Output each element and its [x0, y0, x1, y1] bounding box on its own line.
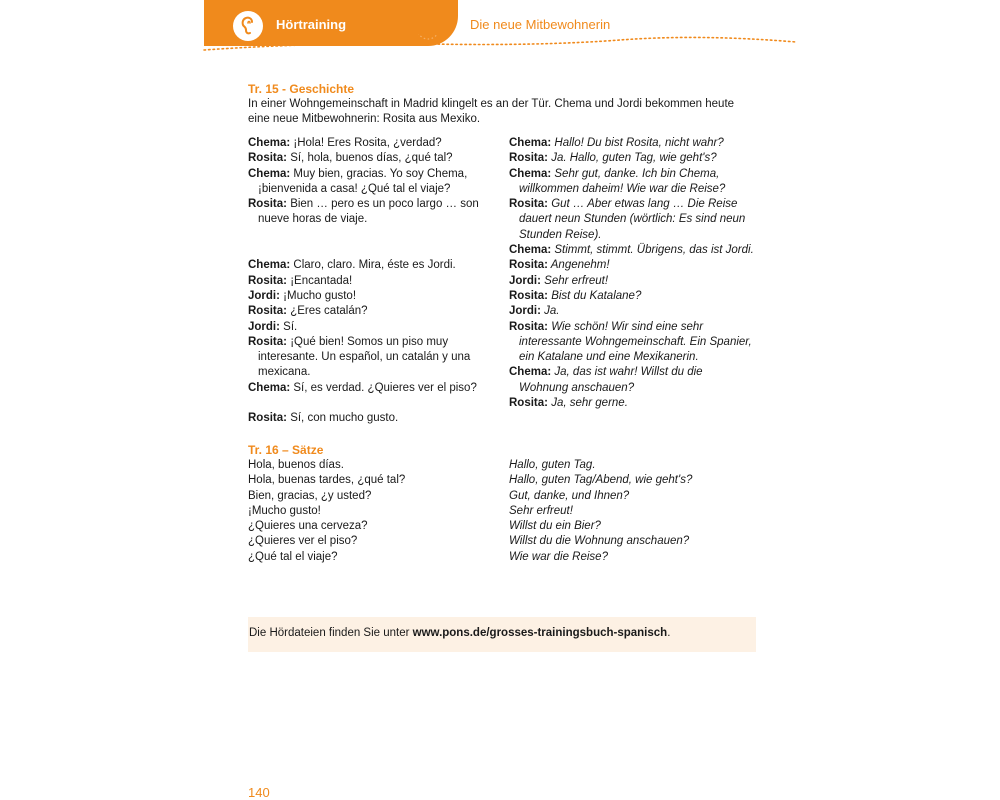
dialogue-line: Rosita: Wie schön! Wir sind eine sehr interessante Wohngemeinschaft. Ein Spanier, ein Katalane und eine Mexikanerin.: [509, 320, 752, 364]
dialogue-line: Jordi: Ja.: [509, 305, 560, 318]
sentence-line: ¿Quieres ver el piso?: [248, 535, 358, 548]
dialogue-line: Rosita: ¡Qué bien! Somos un piso muy interesante. Un español, un catalán y una mexicana.: [248, 335, 471, 379]
sentence-line: Hola, buenas tardes, ¿qué tal?: [248, 474, 406, 487]
dialogue-line: Chema: Stimmt, stimmt. Übrigens, das ist Jordi.: [509, 244, 754, 257]
section-title-tr16: Tr. 16 – Sätze: [248, 443, 324, 457]
dialogue-line: Jordi: ¡Mucho gusto!: [248, 289, 357, 302]
audio-download-link[interactable]: www.pons.de/grosses-trainingsbuch-spanisch: [412, 627, 668, 639]
intro-text: In einer Wohngemeinschaft in Madrid klingelt es an der Tür. Chema und Jordi bekommen heute eine neue Mitbewohnerin: Rosita aus Mexiko.: [248, 98, 735, 126]
sentence-line: Bien, gracias, ¿y usted?: [248, 489, 372, 502]
dialogue-german: [509, 136, 754, 411]
dialogue-line: Chema: ¡Hola! Eres Rosita, ¿verdad?: [248, 137, 442, 149]
audio-info-box: [248, 617, 756, 652]
sentence-line: Hallo, guten Tag.: [509, 459, 596, 471]
page-number: 140: [248, 785, 270, 800]
decorative-dotted-line: [200, 34, 800, 54]
section-title-tr15: Tr. 15 - Geschichte: [248, 82, 355, 96]
section-label: Hörtraining: [276, 17, 347, 32]
sentence-line: Willst du ein Bier?: [509, 520, 601, 533]
dialogue-line: Rosita: ¡Encantada!: [248, 274, 353, 287]
dialogue-line: Rosita: Bien … pero es un poco largo … son nueve horas de viaje.: [248, 198, 479, 226]
dialogue-line: Rosita: Angenehm!: [509, 259, 610, 272]
dialogue-line: Rosita: Sí, hola, buenos días, ¿qué tal?: [248, 152, 453, 165]
dialogue-spanish: [248, 136, 493, 427]
chapter-title: Die neue Mitbewohnerin: [470, 17, 611, 32]
dialogue-line: Rosita: Bist du Katalane?: [509, 289, 642, 302]
info-suffix: .: [667, 627, 671, 639]
sentences-spanish: [248, 458, 405, 565]
sentence-line: ¿Quieres una cerveza?: [248, 520, 368, 533]
info-text: Die Hördateien finden Sie unter: [249, 627, 413, 639]
dialogue-line: Rosita: Ja. Hallo, guten Tag, wie geht's?: [509, 152, 717, 165]
dialogue-line: Chema: Hallo! Du bist Rosita, nicht wahr?: [509, 137, 724, 149]
dialogue-line: Jordi: Sí.: [248, 320, 298, 333]
dialogue-line: Chema: Muy bien, gracias. Yo soy Chema, ¡bienvenida a casa! ¿Qué tal el viaje?: [248, 167, 468, 195]
dialogue-line: Chema: Claro, claro. Mira, éste es Jordi.: [248, 259, 456, 272]
sentence-line: Hola, buenos días.: [248, 459, 344, 471]
dialogue-line: Rosita: Sí, con mucho gusto.: [248, 412, 399, 425]
dialogue-line: Rosita: Gut … Aber etwas lang … Die Reise dauert neun Stunden (wörtlich: Es sind neun Stunden Reise).: [509, 198, 746, 241]
dialogue-line: Rosita: Ja, sehr gerne.: [509, 397, 628, 410]
dialogue-line: Chema: Ja, das ist wahr! Willst du die Wohnung anschauen?: [509, 366, 703, 394]
dialogue-line: Rosita: ¿Eres catalán?: [248, 305, 368, 318]
dialogue-line: Chema: Sí, es verdad. ¿Quieres ver el piso?: [248, 381, 477, 394]
sentences-german: [509, 458, 692, 565]
sentence-line: ¿Qué tal el viaje?: [248, 550, 338, 563]
sentence-line: Willst du die Wohnung anschauen?: [509, 535, 690, 548]
sentence-line: Hallo, guten Tag/Abend, wie geht's?: [509, 474, 693, 487]
dialogue-line: Chema: Sehr gut, danke. Ich bin Chema, willkommen daheim! Wie war die Reise?: [509, 167, 726, 195]
sentence-line: Wie war die Reise?: [509, 550, 608, 563]
sentence-line: Sehr erfreut!: [509, 504, 573, 517]
sentence-line: Gut, danke, und Ihnen?: [509, 489, 630, 502]
sentence-line: ¡Mucho gusto!: [248, 504, 321, 517]
dialogue-line: Jordi: Sehr erfreut!: [509, 274, 609, 287]
